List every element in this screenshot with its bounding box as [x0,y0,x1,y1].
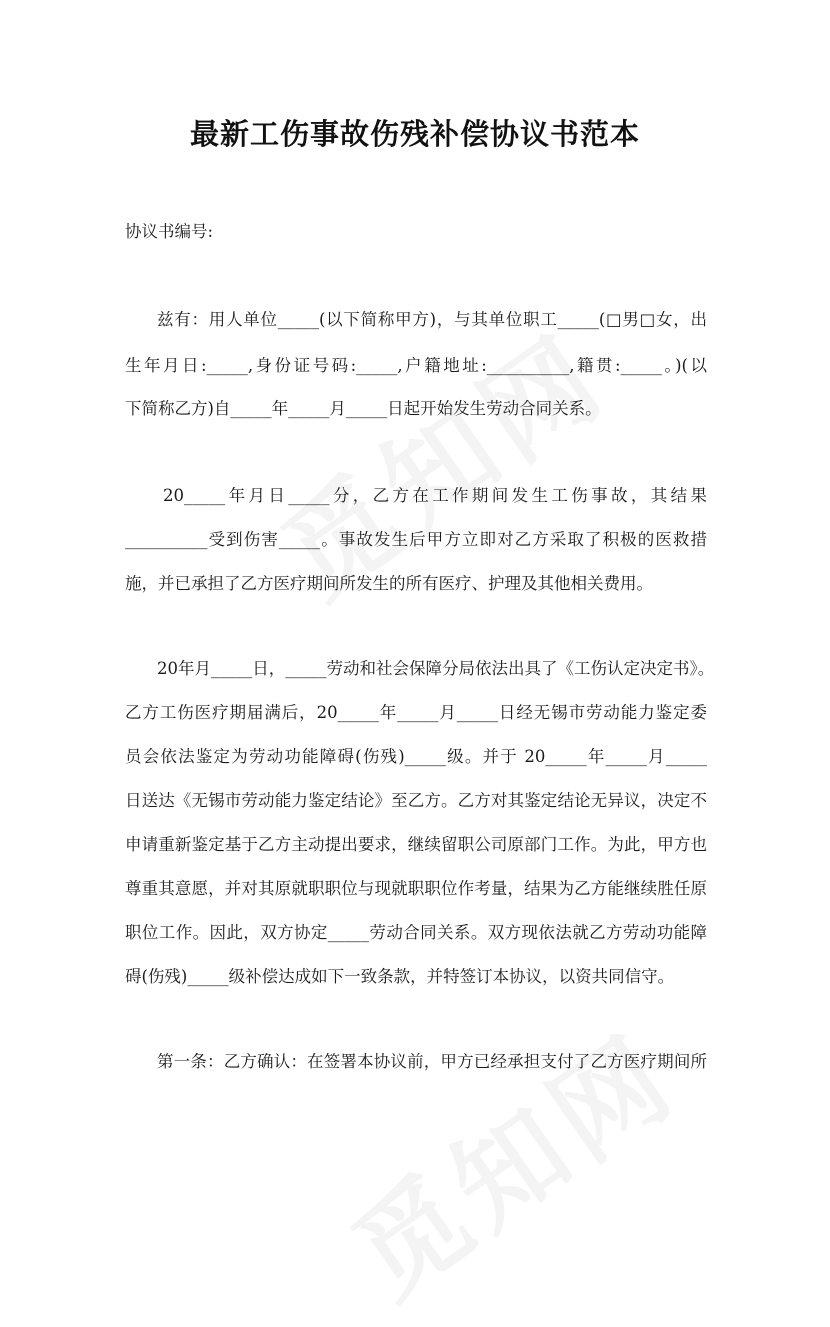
paragraph-line: 日送达《无锡市劳动能力鉴定结论》至乙方。乙方对其鉴定结论无异议，决定不 [125,791,707,810]
paragraph-line: 施，并已承担了乙方医疗期间所发生的所有医疗、护理及其他相关费用。 [125,574,653,593]
paragraph-line: 乙方工伤医疗期届满后，20_____年_____月_____日经无锡市劳动能力鉴定委 [125,703,707,722]
document-title: 最新工伤事故伤残补偿协议书范本 [189,117,640,151]
paragraph-line: 申请重新鉴定基于乙方主动提出要求，继续留职公司原部门工作。为此，甲方也 [125,835,707,854]
paragraph-line: 尊重其意愿，并对其原就职职位与现就职职位作考量，结果为乙方能继续胜任原 [125,879,707,898]
paragraph-line: 兹有：用人单位_____(以下简称甲方)，与其单位职工_____(□男□女，出 [157,310,707,329]
watermark [317,991,703,1327]
paragraph-line: __________受到伤害_____。事故发生后甲方立即对乙方采取了积极的医救措 [125,530,707,549]
paragraph-line: 20_____年月日_____分，乙方在工作期间发生工伤事故，其结果 [163,486,707,505]
paragraph-line: 20年月_____日，_____劳动和社会保障分局依法出具了《工伤认定决定书》。 [157,659,715,678]
paragraph-line: 第一条：乙方确认：在签署本协议前，甲方已经承担支付了乙方医疗期间所 [157,1052,707,1071]
paragraph-line: 碍(伤残)_____级补偿达成如下一致条款，并特签订本协议，以资共同信守。 [125,967,675,986]
paragraph-line: 下简称乙方)自_____年_____月_____日起开始发生劳动合同关系。 [125,399,602,418]
paragraph-line: 生年月日:_____,身份证号码:_____,户籍地址:__________,籍贯:_____。)(以 [125,356,707,375]
paragraph-line: 职位工作。因此，双方协定_____劳动合同关系。双方现依法就乙方劳动功能障 [125,923,707,942]
paragraph-line: 员会依法鉴定为劳动功能障碍(伤残)_____级。并于 20_____年_____月_____ [125,747,707,766]
agreement-number-label: 协议书编号: [125,222,214,241]
